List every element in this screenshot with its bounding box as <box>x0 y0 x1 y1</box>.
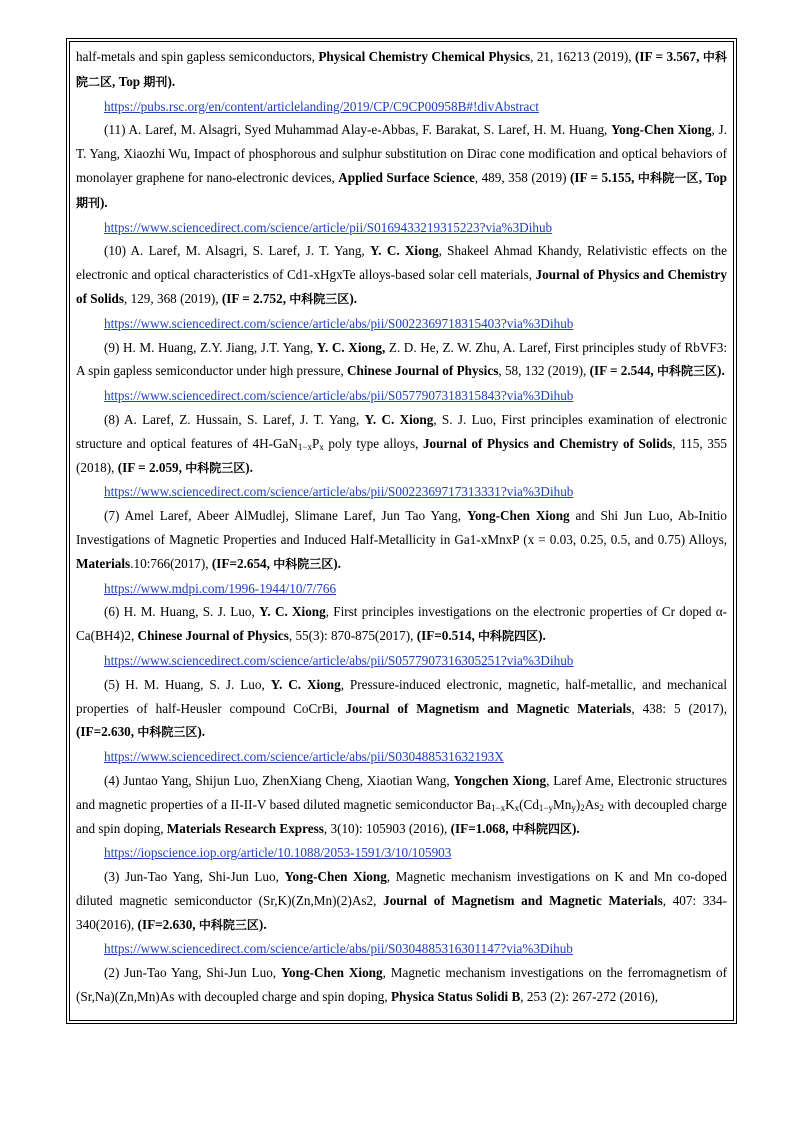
reference-url-link[interactable]: https://www.sciencedirect.com/science/article/abs/pii/S0304885316301147?via%3Dihub <box>104 941 573 957</box>
bold-text: Journal of Physics and Chemistry of Solids <box>76 267 727 306</box>
citation-text: 1−x <box>297 441 312 452</box>
ranking-label: 中科院一区 <box>637 170 699 185</box>
bold-text: (IF=2.630, <box>76 724 138 740</box>
bold-text: (IF = 5.155, <box>569 169 638 185</box>
bold-text: ). <box>571 820 580 836</box>
reference-ref9 <box>76 336 727 385</box>
citation-text: (Cd <box>519 796 539 812</box>
citation-text: , 55(3): 870-875(2017), <box>288 628 417 644</box>
citation-text: (11) A. Laref, M. Alsagri, Syed Muhammad Alay-e-Abbas, F. Barakat, S. Laref, H. M. Huang, <box>104 122 612 138</box>
ranking-label: 中科院三区 <box>137 725 198 740</box>
citation-text: , S. J. Luo, First principles examination of electronic structure and optical features of 4H-GaN <box>76 411 727 451</box>
citation-text: , 3(10): 105903 (2016), <box>323 820 451 836</box>
bold-text: Y. C. Xiong <box>270 676 341 692</box>
reference-link-row <box>76 937 727 961</box>
citation-text: , 489, 358 (2019) <box>474 169 570 185</box>
citation-text: .10:766(2017), <box>130 555 212 571</box>
bold-text: Y. C. Xiong <box>364 411 434 427</box>
citation-text: , Magnetic mechanism investigations on K and Mn co-doped diluted magnetic semiconductor (Sr,K)(Zn,Mn)(2)As2, <box>76 869 728 908</box>
bold-text: Journal of Magnetism and Magnetic Materials <box>345 700 632 716</box>
citation-text: ) <box>575 796 581 812</box>
bold-text: (IF = 2.544, <box>589 363 658 379</box>
ranking-label: 中科院三区 <box>273 556 334 571</box>
reference-link-row <box>76 216 727 240</box>
citation-text: and Shi Jun Luo, Ab-Initio Investigations of Magnetic Properties and Induced Half-Metallicity in Ga1-xMnxP (x = 0.03, 0.25, 0.5, and 0.75) Alloys, <box>76 508 728 547</box>
reference-link-row <box>76 384 727 408</box>
citation-text: (5) H. M. Huang, S. J. Luo, <box>104 676 271 692</box>
citation-text: x <box>319 441 324 452</box>
citation-text: , Laref Ame, Electronic structures and magnetic properties of a II-II-V based diluted magnetic semiconductor Ba <box>76 772 727 812</box>
reference-ref3 <box>76 865 727 937</box>
citation-text: y <box>571 802 576 813</box>
citation-text: Z. D. He, Z. W. Zhu, A. Laref, First principles study of RbVF3: A spin gapless semiconductor under high pressure, <box>76 339 727 379</box>
ranking-label: 中科院三区 <box>198 917 259 932</box>
bold-text: (IF = 2.059, <box>117 459 186 475</box>
citation-text: (8) A. Laref, Z. Hussain, S. Laref, J. T. Yang, <box>104 411 365 427</box>
page-border <box>66 38 737 1024</box>
bold-text: Y. C. Xiong <box>259 604 326 620</box>
citation-text: As <box>584 796 600 812</box>
ranking-label: 中科院三区 <box>657 364 718 379</box>
bold-text: , Top <box>112 73 144 89</box>
citation-text: (10) A. Laref, M. Alsagri, S. Laref, J. T. Yang, <box>104 243 370 259</box>
reference-ref11 <box>76 118 727 215</box>
citation-text: half-metals and spin gapless semiconductors, <box>76 49 319 64</box>
bold-text: ). <box>717 363 725 379</box>
reference-url-link[interactable]: https://www.sciencedirect.com/science/article/abs/pii/S0022369718315403?via%3Dihub <box>104 315 574 331</box>
reference-url-link[interactable]: https://iopscience.iop.org/article/10.1088/2053-1591/3/10/105903 <box>104 845 452 861</box>
reference-link-row <box>76 312 727 336</box>
citation-text: , J. T. Yang, Xiaozhi Wu, Impact of phosphorous and sulphur substitution on Dirac cone modification and optical behaviors of monolayer graphene for nano-electronic devices, <box>76 122 727 185</box>
bold-text: ). <box>245 459 253 475</box>
citation-text: (9) H. M. Huang, Z.Y. Jiang, J.T. Yang, <box>104 339 317 355</box>
reference-ref7 <box>76 504 727 576</box>
bold-text: Y. C. Xiong, <box>316 339 386 355</box>
citation-text: (6) H. M. Huang, S. J. Luo, <box>104 604 260 620</box>
bold-text: Journal of Physics and Chemistry of Solids <box>422 435 673 451</box>
bold-text: Chinese Journal of Physics <box>347 363 499 379</box>
citation-text: 1−y <box>538 802 553 813</box>
reference-url-link[interactable]: https://www.sciencedirect.com/science/article/pii/S0169433219315223?via%3Dihub <box>104 219 553 235</box>
bold-text: , Top <box>698 169 727 185</box>
reference-ref10 <box>76 239 727 311</box>
ranking-label: 中科院四区 <box>511 821 572 836</box>
bold-text: (IF = 3.567, <box>635 49 703 64</box>
bold-text: (IF=2.630, <box>137 916 199 932</box>
reference-ref4 <box>76 769 727 841</box>
citation-text: , Shakeel Ahmad Khandy, Relativistic effects on the electronic and optical characteristics of Cd1-xHgxTe alloys-based solar cell materials, <box>76 243 728 283</box>
bold-text: (IF=1.068, <box>450 820 512 836</box>
bold-text: ). <box>100 194 108 210</box>
reference-ref12-tail <box>76 45 727 95</box>
ranking-label: 中科院四区 <box>478 629 539 644</box>
citation-text: P <box>311 435 320 451</box>
reference-ref6 <box>76 600 727 649</box>
reference-ref8 <box>76 408 727 480</box>
bold-text: ). <box>197 724 206 740</box>
citation-text: with decoupled charge and spin doping, <box>76 796 727 836</box>
bold-text: ). <box>333 555 341 571</box>
citation-text: 2 <box>580 802 585 813</box>
bold-text: Yong-Chen Xiong <box>611 122 712 138</box>
bold-text: Yong-Chen Xiong <box>466 508 570 524</box>
reference-link-row <box>76 95 727 119</box>
ranking-label: 中科院三区 <box>289 291 350 306</box>
citation-text: (4) Juntao Yang, Shijun Luo, ZhenXiang Cheng, Xiaotian Wang, <box>104 772 454 788</box>
bold-text: (IF = 2.752, <box>221 290 290 306</box>
bold-text: (IF=0.514, <box>416 628 479 644</box>
reference-ref5 <box>76 673 727 745</box>
bold-text: Yongchen Xiong <box>453 772 547 788</box>
citation-text: (2) Jun-Tao Yang, Shi-Jun Luo, <box>104 965 281 981</box>
citation-text: (7) Amel Laref, Abeer AlMudlej, Slimane Laref, Jun Tao Yang, <box>104 508 467 524</box>
bold-text: Yong-Chen Xiong <box>281 965 383 981</box>
citation-text: , 58, 132 (2019), <box>498 363 590 379</box>
citation-text: , Pressure-induced electronic, magnetic, half-metallic, and mechanical properties of half-Heusler compound CoCrBi, <box>76 676 727 716</box>
ranking-label: 中科院三区 <box>185 460 246 475</box>
ranking-label: 中科院二区 <box>76 50 727 89</box>
reference-url-link[interactable]: https://www.mdpi.com/1996-1944/10/7/766 <box>104 580 337 596</box>
bold-text: Y. C. Xiong <box>369 243 439 259</box>
citation-text: K <box>505 796 515 812</box>
bold-text: (IF=2.654, <box>211 555 274 571</box>
citation-text: , 115, 355 (2018), <box>76 435 727 475</box>
ranking-label: 期刊 <box>143 74 168 89</box>
bold-text: Chinese Journal of Physics <box>137 628 289 644</box>
bold-text: ). <box>538 628 546 644</box>
ranking-label: 期刊 <box>76 195 101 210</box>
citation-text: , Magnetic mechanism investigations on the ferromagnetism of (Sr,Na)(Zn,Mn)As with decoupled charge and spin doping, <box>76 965 728 1005</box>
reference-list <box>76 45 727 1009</box>
citation-text: , First principles investigations on the electronic properties of Cr doped α-Ca(BH4)2, <box>76 604 728 644</box>
reference-url-link[interactable]: https://www.sciencedirect.com/science/article/abs/pii/S030488531632193X <box>104 749 504 765</box>
citation-text: , 21, 16213 (2019), <box>530 49 635 64</box>
citation-text: , 407: 334-340(2016), <box>76 892 727 932</box>
bold-text: Journal of Magnetism and Magnetic Materials <box>383 892 663 908</box>
citation-text: 1−x <box>491 802 506 813</box>
reference-link-row <box>76 577 727 601</box>
reference-link-row <box>76 745 727 769</box>
bold-text: Materials Research Express <box>166 820 324 836</box>
reference-link-row <box>76 480 727 504</box>
reference-ref2 <box>76 961 727 1009</box>
reference-link-row <box>76 649 727 673</box>
reference-link-row <box>76 841 727 865</box>
citation-text: poly type alloys, <box>323 435 423 451</box>
reference-url-link[interactable]: https://pubs.rsc.org/en/content/articlelanding/2019/CP/C9CP00958B#!divAbstract <box>104 98 539 114</box>
reference-url-link[interactable]: https://www.sciencedirect.com/science/article/abs/pii/S0577907318315843?via%3Dihub <box>104 388 574 404</box>
bold-text: ). <box>349 290 358 306</box>
bold-text: Applied Surface Science <box>338 169 475 185</box>
citation-text: Mn <box>553 796 572 812</box>
bold-text: Yong-Chen Xiong <box>284 869 387 885</box>
bold-text: Physical Chemistry Chemical Physics <box>318 49 531 64</box>
reference-url-link[interactable]: https://www.sciencedirect.com/science/article/abs/pii/S0577907316305251?via%3Dihub <box>104 652 574 668</box>
bold-text: ). <box>167 73 176 89</box>
citation-text: 2 <box>599 802 604 813</box>
citation-text: , 253 (2): 267-272 (2016), <box>520 989 659 1005</box>
citation-text: , 438: 5 (2017), <box>631 700 727 716</box>
citation-text: x <box>514 802 520 813</box>
bold-text: ). <box>258 916 267 932</box>
bold-text: Materials <box>76 555 131 571</box>
citation-text: (3) Jun-Tao Yang, Shi-Jun Luo, <box>104 869 285 885</box>
citation-text: , 129, 368 (2019), <box>124 290 222 306</box>
bold-text: Physica Status Solidi B <box>390 989 521 1005</box>
reference-url-link[interactable]: https://www.sciencedirect.com/science/article/abs/pii/S0022369717313331?via%3Dihub <box>104 484 574 500</box>
